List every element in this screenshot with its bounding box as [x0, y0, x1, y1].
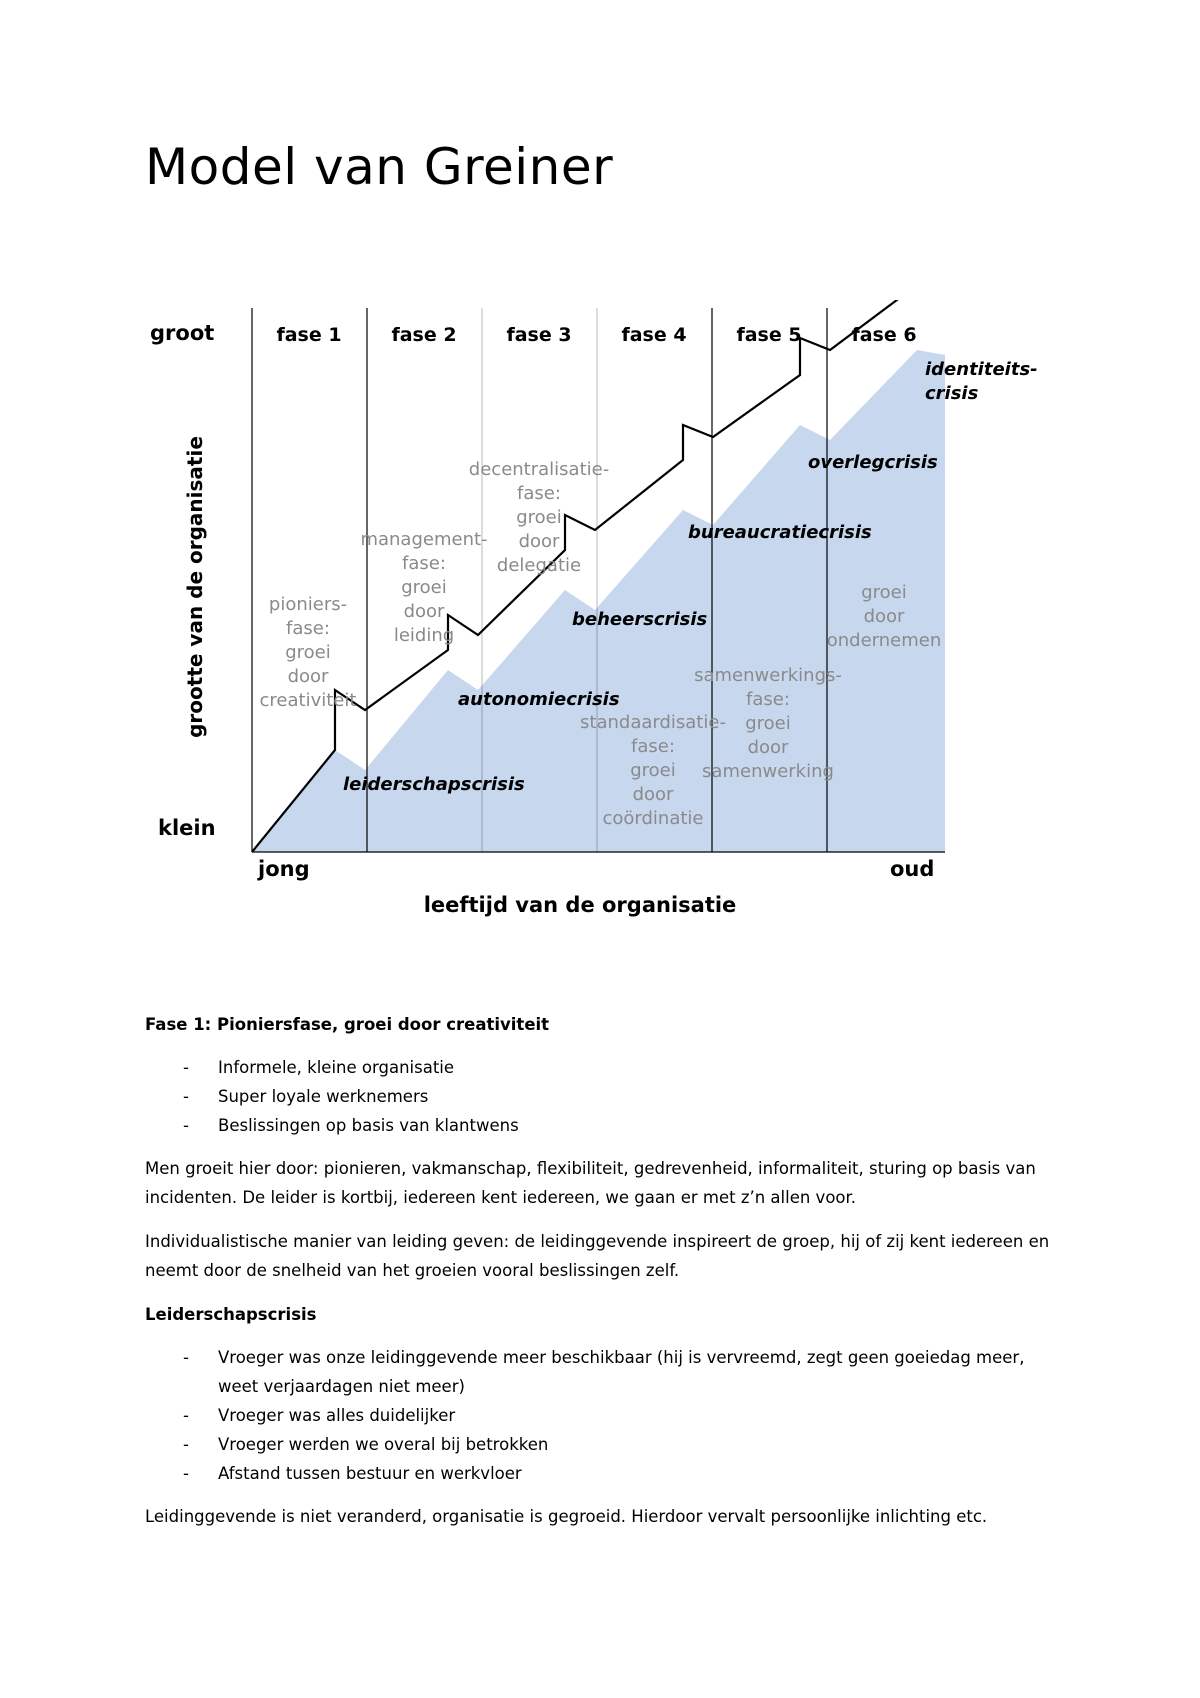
paragraph: Men groeit hier door: pionieren, vakmanschap, flexibiliteit, gedrevenheid, informaliteit, sturing op basis van incidenten. De leider is kortbij, iedereen kent iedereen, we gaan er met z’n allen voor.	[145, 1159, 1036, 1207]
phase5-text-0: samenwerkings-	[694, 665, 842, 686]
phase6-text-2: ondernemen	[826, 630, 942, 651]
phase1-text-4: creativiteit	[259, 690, 357, 711]
y-axis-label: grootte van de organisatie	[183, 436, 207, 738]
crisis-label-6b: crisis	[925, 383, 979, 404]
crisis-label-4: bureaucratiecrisis	[688, 522, 872, 543]
phase5-text-4: samenwerking	[702, 761, 834, 782]
x-left-label: jong	[258, 857, 310, 881]
list-item: - Informele, kleine organisatie	[145, 1053, 1065, 1082]
phase-header-5: fase 5	[736, 324, 802, 346]
phase5-text-2: groei	[745, 713, 791, 734]
phase3-text-3: door	[518, 531, 560, 552]
list-item: - Vroeger was onze leidinggevende meer beschikbaar (hij is vervreemd, zegt geen goeiedag meer, weet verjaardagen niet meer)	[145, 1343, 1065, 1401]
list-item: - Afstand tussen bestuur en werkvloer	[145, 1459, 1065, 1488]
phase4-text-1: fase:	[631, 736, 675, 757]
phase1-text-1: fase:	[286, 618, 330, 639]
phase4-text-3: door	[632, 784, 674, 805]
phase1-text-0: pioniers-	[268, 594, 348, 615]
list-item: - Beslissingen op basis van klantwens	[145, 1111, 1065, 1140]
phase4-text-2: groei	[630, 760, 676, 781]
x-axis-label: leeftijd van de organisatie	[423, 893, 737, 917]
phase5-text-1: fase:	[746, 689, 790, 710]
phase2-text-2: groei	[401, 577, 447, 598]
section-heading-fase1: Fase 1: Pioniersfase, groei door creativiteit	[145, 1015, 550, 1034]
list-item: - Vroeger was alles duidelijker	[145, 1401, 1065, 1430]
phase-header-1: fase 1	[276, 324, 342, 346]
phase4-text-4: coördinatie	[602, 808, 704, 829]
phase5-text-3: door	[747, 737, 789, 758]
list-item: - Vroeger werden we overal bij betrokken	[145, 1430, 1065, 1459]
phase6-text-0: groei	[861, 582, 907, 603]
list-item: - Super loyale werknemers	[145, 1082, 1065, 1111]
page-title: Model van Greiner	[145, 138, 614, 196]
phase4-text-0: standaardisatie-	[580, 712, 726, 733]
greiner-diagram	[140, 300, 1080, 930]
phase2-text-3: door	[403, 601, 445, 622]
phase-header-2: fase 2	[391, 324, 457, 346]
phase-header-4: fase 4	[621, 324, 687, 346]
phase2-text-0: management-	[360, 529, 488, 550]
paragraph: Leidinggevende is niet veranderd, organisatie is gegroeid. Hierdoor vervalt persoonlijke inlichting etc.	[145, 1507, 988, 1526]
crisis-label-5: overlegcrisis	[808, 452, 938, 473]
phase3-text-2: groei	[516, 507, 562, 528]
phase1-text-2: groei	[285, 642, 331, 663]
fase1-bullet-list	[145, 1053, 1065, 1140]
crisis-label-3: beheerscrisis	[572, 609, 708, 630]
phase2-text-1: fase:	[402, 553, 446, 574]
y-top-label: groot	[150, 321, 215, 345]
y-bottom-label: klein	[158, 816, 216, 840]
paragraph: Individualistische manier van leiding geven: de leidinggevende inspireert de groep, hij of zij kent iedereen en neemt door de snelheid van het groeien vooral beslissingen zelf.	[145, 1232, 1050, 1280]
document-body	[145, 1010, 1065, 1546]
phase3-text-4: delegatie	[496, 555, 582, 576]
phase-header-6: fase 6	[851, 324, 917, 346]
crisis-label-1: leiderschapscrisis	[343, 774, 525, 795]
x-right-label: oud	[890, 857, 935, 881]
crisis-label-2: autonomiecrisis	[458, 689, 620, 710]
phase1-text-3: door	[287, 666, 329, 687]
crisis-label-6a: identiteits-	[925, 359, 1038, 380]
phase2-text-4: leiding	[393, 625, 455, 646]
crisis1-bullet-list	[145, 1343, 1065, 1488]
greiner-diagram-svg	[140, 300, 1080, 930]
phase3-text-1: fase:	[517, 483, 561, 504]
phase-header-3: fase 3	[506, 324, 572, 346]
phase3-text-0: decentralisatie-	[468, 459, 610, 480]
section-heading-leiderschapscrisis: Leiderschapscrisis	[145, 1305, 317, 1324]
phase6-text-1: door	[863, 606, 905, 627]
